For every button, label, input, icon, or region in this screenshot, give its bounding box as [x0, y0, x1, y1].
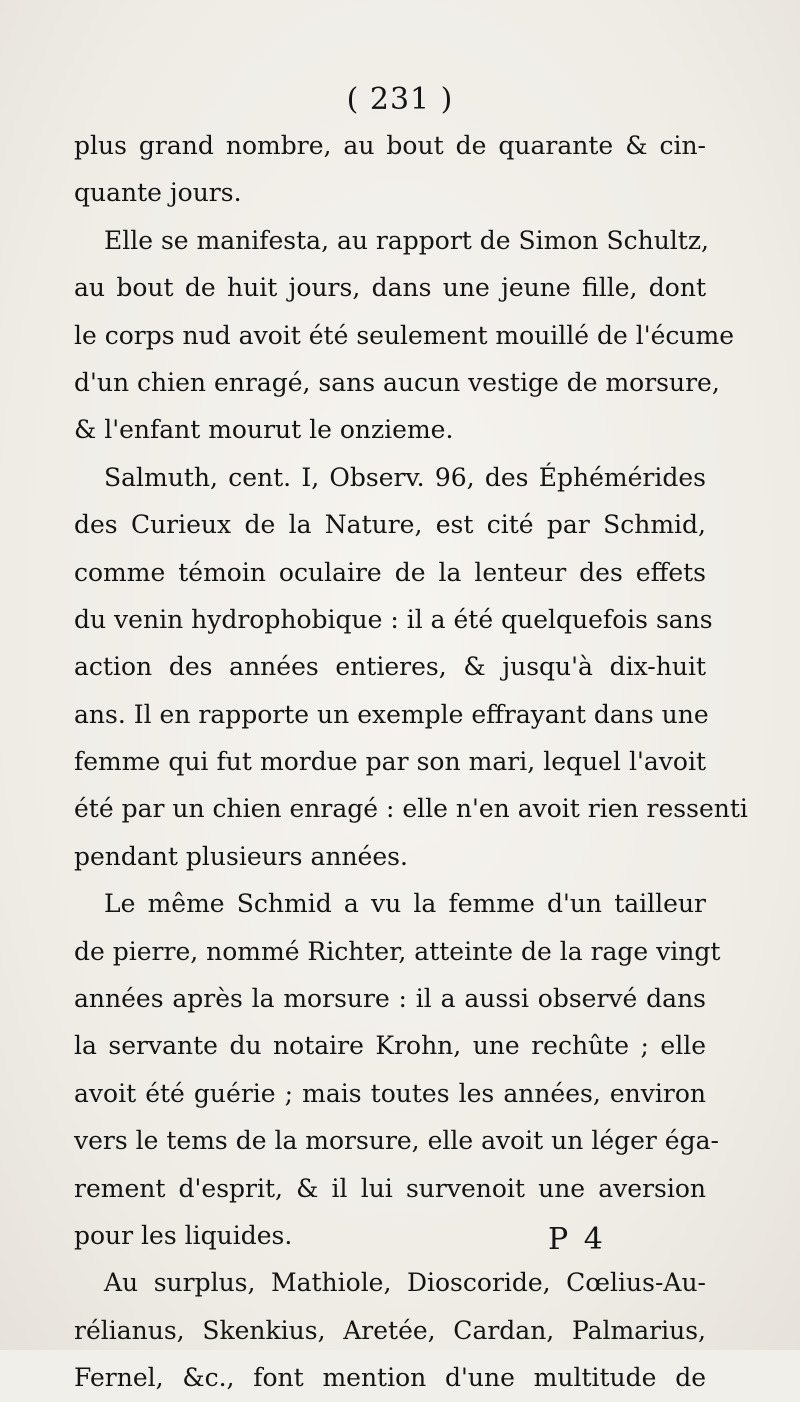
text-line: Au surplus, Mathiole, Dioscoride, Cœlius-Au-	[104, 1268, 706, 1298]
text-line: Elle se manifesta, au rapport de Simon Schultz,	[104, 225, 709, 255]
text-line: pour les liquides.	[74, 1220, 293, 1250]
page-number: ( 231 )	[346, 82, 454, 117]
text-line: pendant plusieurs années.	[74, 841, 408, 871]
text-line: la servante du notaire Krohn, une rechûte ; elle	[74, 1031, 706, 1061]
text-line: plus grand nombre, au bout de quarante & cin-	[74, 131, 706, 160]
text-line: & l'enfant mourut le onzieme.	[74, 415, 454, 445]
text-line: au bout de huit jours, dans une jeune fille, dont	[74, 273, 706, 303]
text-line: Salmuth, cent. I, Observ. 96, des Éphémérides	[104, 462, 706, 492]
text-line: rélianus, Skenkius, Aretée, Cardan, Palmarius,	[74, 1315, 706, 1345]
body-text	[74, 122, 748, 1402]
text-line: été par un chien enragé : elle n'en avoit rien ressenti	[74, 794, 748, 824]
text-line: Fernel, &c., font mention d'une multitude de	[74, 1363, 706, 1393]
text-line: avoit été guérie ; mais toutes les années, environ	[74, 1078, 706, 1108]
text-line: ans. Il en rapporte un exemple effrayant dans une	[74, 699, 709, 729]
text-line: action des années entieres, & jusqu'à dix-huit	[74, 652, 706, 682]
text-line: comme témoin oculaire de la lenteur des effets	[74, 557, 706, 587]
text-line: quante jours.	[74, 178, 242, 208]
text-line: femme qui fut mordue par son mari, lequel l'avoit	[74, 747, 706, 777]
text-line: rement d'esprit, & il lui survenoit une aversion	[74, 1173, 706, 1203]
text-line: du venin hydrophobique : il a été quelquefois sans	[74, 604, 713, 634]
text-line: des Curieux de la Nature, est cité par Schmid,	[74, 510, 706, 540]
text-line: Le même Schmid a vu la femme d'un tailleur	[104, 889, 706, 919]
text-line: le corps nud avoit été seulement mouillé de l'écume	[74, 320, 735, 350]
signature-mark: P 4	[548, 1222, 606, 1257]
text-line: vers le tems de la morsure, elle avoit un léger éga-	[74, 1126, 719, 1156]
text-line: années après la morsure : il a aussi observé dans	[74, 984, 706, 1014]
text-line: d'un chien enragé, sans aucun vestige de morsure,	[74, 367, 720, 397]
text-line: de pierre, nommé Richter, atteinte de la rage vingt	[74, 936, 721, 966]
